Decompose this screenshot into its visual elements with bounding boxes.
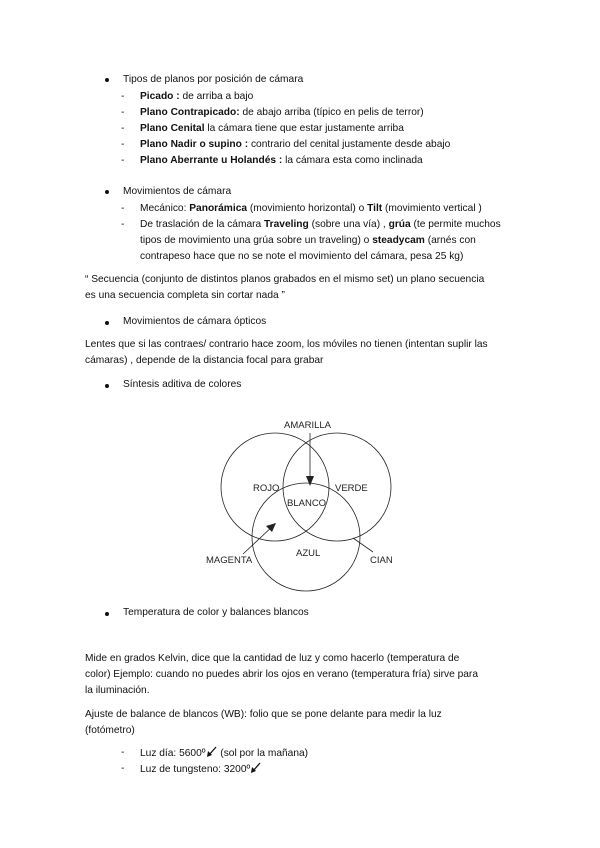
definition: de abajo arriba (típico en pelis de terror)	[239, 107, 424, 118]
arrow-down-left-icon	[251, 762, 261, 773]
paragraph: Mide en grados Kelvin, dice que la cantidad de luz y como hacerlo (temperatura de	[85, 653, 460, 664]
term: Plano Contrapicado:	[140, 107, 240, 118]
label-verde: VERDE	[335, 483, 368, 494]
arrow-down-left-icon	[207, 746, 217, 757]
list-item	[140, 746, 308, 761]
paragraph: Lentes que si las contraes/ contrario hace zoom, los móviles no tienen (intentan suplir las	[85, 339, 488, 350]
paragraph: cámaras) , depende de la distancia focal para grabar	[85, 355, 324, 366]
list-item	[140, 218, 501, 232]
dash: -	[121, 139, 125, 150]
text: (movimiento vertical )	[382, 203, 482, 214]
section-title: Movimientos de cámara ópticos	[123, 316, 267, 327]
text: Mecánico:	[140, 203, 190, 214]
list-item	[140, 106, 424, 120]
bullet	[105, 612, 109, 616]
definition: de arriba a bajo	[179, 91, 254, 102]
list-item	[140, 138, 450, 152]
text: (arnés con	[424, 235, 476, 246]
paragraph: color) Ejemplo: cuando no puedes abrir los ojos en verano (temperatura fría) sirve para	[85, 669, 478, 680]
label-blanco: BLANCO	[287, 498, 327, 509]
label-rojo: ROJO	[253, 483, 280, 494]
text: (te permite muchos	[410, 219, 501, 230]
label-amarilla: AMARILLA	[284, 420, 331, 431]
label-cian: CIAN	[370, 555, 393, 566]
label-azul: AZUL	[296, 548, 321, 559]
definition: la cámara tiene que estar justamente arriba	[204, 123, 404, 134]
list-item-cont: contrapeso hace que no se note el movimiento del cámara, pesa 25 kg)	[140, 251, 464, 262]
list-item	[140, 154, 423, 168]
bullet	[105, 384, 109, 388]
term: Plano Aberrante u Holandés :	[140, 155, 283, 166]
dash: -	[121, 107, 125, 118]
text: Luz día: 5600º	[140, 748, 206, 759]
list-item-cont	[140, 234, 476, 248]
text: (sobre una vía) ,	[308, 219, 389, 230]
dash: -	[121, 91, 125, 102]
dash: -	[121, 763, 125, 774]
dash: -	[121, 219, 125, 230]
quote-line: es una secuencia completa sin cortar nada ”	[85, 290, 285, 301]
term: Plano Cenital	[140, 123, 205, 134]
dash: -	[121, 747, 125, 758]
bullet	[105, 78, 109, 82]
arrowhead-amarilla	[306, 476, 314, 486]
section-title: Síntesis aditiva de colores	[123, 379, 242, 390]
text: De traslación de la cámara	[140, 219, 265, 230]
term: grúa	[388, 219, 411, 230]
term: Tilt	[367, 203, 383, 214]
term: Plano Nadir o supino :	[140, 139, 249, 150]
list-item	[140, 762, 261, 777]
definition: contrario del cenital justamente desde abajo	[248, 139, 451, 150]
paragraph: la iluminación.	[85, 685, 150, 696]
paragraph: Ajuste de balance de blancos (WB): folio que se pone delante para medir la luz	[85, 709, 442, 720]
dash: -	[121, 155, 125, 166]
quote-line: “ Secuencia (conjunto de distintos planos grabados en el mismo set) un plano secuencia	[85, 274, 485, 285]
section-title: Tipos de planos por posición de cámara	[123, 74, 304, 85]
list-item	[140, 202, 482, 216]
term: steadycam	[372, 235, 425, 246]
color-synthesis-diagram	[0, 400, 600, 600]
definition: la cámara esta como inclinada	[282, 155, 423, 166]
section-title: Temperatura de color y balances blancos	[123, 607, 309, 618]
paragraph: (fotómetro)	[85, 725, 135, 736]
list-item	[140, 90, 253, 104]
text: tipos de movimiento una grúa sobre un traveling) o	[140, 235, 373, 246]
list-item	[140, 122, 404, 136]
section-title: Movimientos de cámara	[123, 186, 232, 197]
text: (movimiento horizontal) o	[247, 203, 368, 214]
pointer-cian	[353, 538, 373, 552]
dash: -	[121, 123, 125, 134]
bullet	[105, 321, 109, 325]
term: Panorámica	[189, 203, 248, 214]
dash: -	[121, 203, 125, 214]
label-magenta: MAGENTA	[206, 555, 253, 566]
bullet	[105, 190, 109, 194]
term: Picado :	[140, 91, 180, 102]
text: (sol por la mañana)	[217, 748, 309, 759]
term: Traveling	[264, 219, 309, 230]
text: Luz de tungsteno: 3200º	[140, 764, 251, 775]
